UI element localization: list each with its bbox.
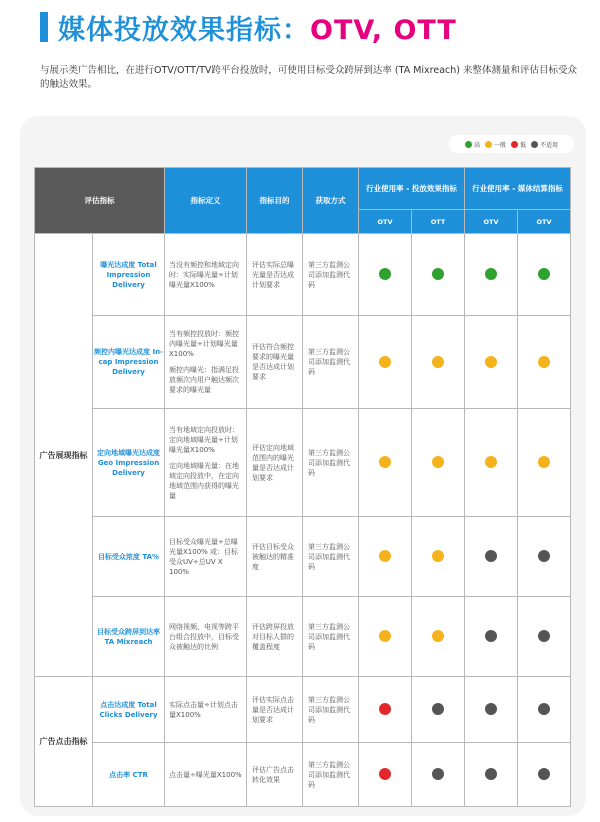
rating-cell — [518, 409, 571, 517]
metric-purpose: 评估符合频控要求的曝光量是否达成计划要求 — [247, 316, 303, 409]
rating-dot-icon — [379, 268, 391, 280]
category-cell: 广告点击指标 — [35, 677, 93, 807]
definition-text: 频控内曝光：指满足投放频次内用户触达频次要求的曝光量 — [169, 366, 239, 394]
metric-definition — [165, 316, 247, 409]
rating-dot-icon — [432, 768, 444, 780]
metric-method: 第三方监测公司添加监测代码 — [303, 597, 359, 677]
rating-dot-icon — [432, 356, 444, 368]
rating-cell — [412, 316, 465, 409]
legend-item-high — [465, 140, 480, 149]
rating-dot-icon — [379, 356, 391, 368]
rating-cell — [412, 517, 465, 597]
rating-dot-icon — [432, 550, 444, 562]
rating-cell — [359, 743, 412, 807]
rating-cell — [359, 234, 412, 316]
rating-cell — [359, 677, 412, 743]
metric-name: 定向地域曝光达成度 Geo Impression Delivery — [93, 409, 165, 517]
metrics-table — [34, 167, 571, 807]
header-purpose: 指标目的 — [247, 168, 303, 234]
metric-method: 第三方监测公司添加监测代码 — [303, 517, 359, 597]
rating-dot-icon — [538, 268, 550, 280]
rating-dot-icon — [379, 703, 391, 715]
rating-cell — [359, 316, 412, 409]
legend-dot-icon — [531, 141, 538, 148]
rating-dot-icon — [379, 768, 391, 780]
rating-dot-icon — [538, 703, 550, 715]
legend-item-medium — [485, 140, 506, 149]
metric-purpose: 评估实际总曝光量是否达成计划要求 — [247, 234, 303, 316]
header-definition: 指标定义 — [165, 168, 247, 234]
metric-name: 目标受众跨屏到达率 TA Mixreach — [93, 597, 165, 677]
rating-cell — [518, 677, 571, 743]
metric-method: 第三方监测公司添加监测代码 — [303, 316, 359, 409]
rating-dot-icon — [538, 550, 550, 562]
rating-dot-icon — [485, 703, 497, 715]
page-title — [58, 8, 457, 47]
header-usage-media: 行业使用率 - 媒体结算指标 — [465, 168, 571, 210]
rating-cell — [465, 677, 518, 743]
rating-dot-icon — [538, 768, 550, 780]
legend-item-low — [511, 140, 526, 149]
metric-name: 目标受众浓度 TA% — [93, 517, 165, 597]
metric-name: 曝光达成度 Total Impression Delivery — [93, 234, 165, 316]
legend-dot-icon — [465, 141, 472, 148]
metric-purpose: 评估定向地域范围内的曝光量是否达成计划要求 — [247, 409, 303, 517]
rating-cell — [518, 743, 571, 807]
metric-method: 第三方监测公司添加监测代码 — [303, 743, 359, 807]
metric-definition — [165, 517, 247, 597]
rating-cell — [518, 517, 571, 597]
legend-label: 高 — [473, 141, 480, 149]
category-cell: 广告展现指标 — [35, 234, 93, 677]
definition-text: 当没有频控和地域定向时：实际曝光量÷计划曝光量X100% — [169, 260, 239, 289]
intro-paragraph: 与展示类广告相比，在进行OTV/OTT/TV跨平台投放时，可使用目标受众跨屏到达率 (TA Mixreach) 来整体测量和评估目标受众的触达效果。 — [40, 65, 578, 90]
rating-dot-icon — [485, 456, 497, 468]
subheader-cell: OTV — [359, 210, 412, 234]
table-row — [35, 677, 571, 743]
metric-purpose: 评估实际点击量是否达成计划要求 — [247, 677, 303, 743]
definition-text: 当有地域定向投放时：定向地域曝光量÷计划曝光量X100% — [169, 425, 239, 454]
title-accent-bar — [40, 12, 48, 42]
table-row — [35, 409, 571, 517]
rating-dot-icon — [379, 456, 391, 468]
legend-label: 一般 — [493, 141, 506, 149]
definition-text: 当有频控投放时：频控内曝光量÷计划曝光量X100% — [169, 330, 239, 358]
metric-purpose: 评估广告点击转化效果 — [247, 743, 303, 807]
subheader-cell: OTV — [518, 210, 571, 234]
metric-definition — [165, 234, 247, 316]
header-usage-ad: 行业使用率 - 投放效果指标 — [359, 168, 465, 210]
rating-cell — [412, 677, 465, 743]
metric-purpose: 评估目标受众被触达的精准度 — [247, 517, 303, 597]
metric-name: 频控内曝光达成度 In-cap Impression Delivery — [93, 316, 165, 409]
rating-cell — [465, 743, 518, 807]
legend-dot-icon — [511, 141, 518, 148]
rating-cell — [518, 316, 571, 409]
metric-definition — [165, 677, 247, 743]
rating-dot-icon — [432, 703, 444, 715]
rating-cell — [465, 597, 518, 677]
rating-dot-icon — [485, 630, 497, 642]
rating-cell — [465, 517, 518, 597]
table-row — [35, 517, 571, 597]
rating-dot-icon — [432, 456, 444, 468]
table-row — [35, 234, 571, 316]
rating-cell — [465, 234, 518, 316]
definition-text: 点击量÷曝光量X100% — [169, 770, 242, 779]
rating-cell — [518, 597, 571, 677]
legend — [449, 135, 574, 153]
rating-cell — [359, 409, 412, 517]
header-method: 获取方式 — [303, 168, 359, 234]
rating-dot-icon — [538, 456, 550, 468]
rating-dot-icon — [432, 630, 444, 642]
rating-cell — [359, 597, 412, 677]
legend-label: 低 — [520, 141, 527, 149]
definition-text: 定向地域曝光量：在地域定向投放中，在定向地域范围内获得的曝光量 — [169, 461, 239, 500]
subheader-cell: OTT — [412, 210, 465, 234]
metric-definition — [165, 743, 247, 807]
rating-cell — [412, 597, 465, 677]
rating-dot-icon — [485, 768, 497, 780]
metric-name: 点击率 CTR — [93, 743, 165, 807]
metric-method: 第三方监测公司添加监测代码 — [303, 234, 359, 316]
header-row — [35, 168, 571, 210]
table-row — [35, 743, 571, 807]
rating-cell — [465, 409, 518, 517]
legend-label: 不适用 — [540, 141, 559, 149]
rating-dot-icon — [538, 356, 550, 368]
definition-text: 目标受众曝光量÷总曝光量X100% 或：目标受众UV÷总UV X 100% — [169, 537, 239, 576]
definition-text: 网络视频、电视等跨平台组合投放中，目标受众被触达的比例 — [169, 622, 239, 651]
legend-dot-icon — [485, 141, 492, 148]
metric-definition — [165, 597, 247, 677]
rating-cell — [412, 743, 465, 807]
rating-cell — [465, 316, 518, 409]
rating-dot-icon — [432, 268, 444, 280]
metric-method: 第三方监测公司添加监测代码 — [303, 677, 359, 743]
rating-dot-icon — [538, 630, 550, 642]
metric-method: 第三方监测公司添加监测代码 — [303, 409, 359, 517]
table-row — [35, 597, 571, 677]
title-main: 媒体投放效果指标： — [58, 14, 310, 46]
table-row — [35, 316, 571, 409]
metric-name: 点击达成度 Total Clicks Delivery — [93, 677, 165, 743]
rating-dot-icon — [485, 356, 497, 368]
subheader-cell: OTV — [465, 210, 518, 234]
rating-cell — [412, 234, 465, 316]
rating-dot-icon — [485, 268, 497, 280]
rating-cell — [518, 234, 571, 316]
legend-item-na — [531, 140, 558, 149]
metric-purpose: 评估跨屏投放对目标人群的覆盖程度 — [247, 597, 303, 677]
rating-dot-icon — [485, 550, 497, 562]
title-row — [40, 10, 457, 44]
definition-text: 实际点击量÷计划点击量X100% — [169, 700, 238, 719]
rating-cell — [412, 409, 465, 517]
title-highlight: OTV, OTT — [310, 14, 457, 46]
header-metric: 评估指标 — [35, 168, 165, 234]
metric-definition — [165, 409, 247, 517]
rating-cell — [359, 517, 412, 597]
rating-dot-icon — [379, 630, 391, 642]
rating-dot-icon — [379, 550, 391, 562]
